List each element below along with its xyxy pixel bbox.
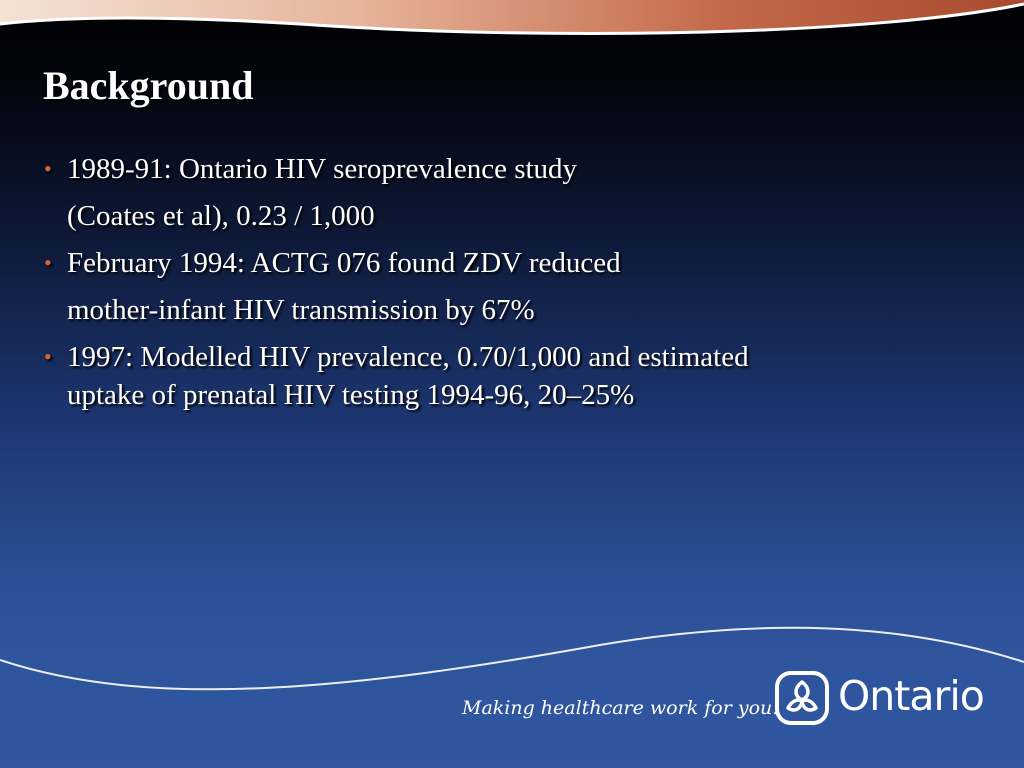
- bullet-dot-icon: •: [44, 156, 52, 181]
- bullet-item: [44, 338, 944, 414]
- top-swoosh-band: [0, 0, 1024, 60]
- bullet-dot-icon: •: [44, 250, 52, 275]
- bullet-text-line: 1989-91: Ontario HIV seroprevalence study: [67, 153, 578, 185]
- bullet-text-line: uptake of prenatal HIV testing 1994-96, 20–25%: [67, 379, 635, 411]
- ontario-wordmark: Ontario: [838, 672, 984, 720]
- trillium-logo-icon: [774, 670, 830, 726]
- bullet-text-line: 1997: Modelled HIV prevalence, 0.70/1,000 and estimated: [67, 341, 749, 373]
- bullet-text-line: mother-infant HIV transmission by 67%: [67, 294, 535, 326]
- bullet-dot-icon: •: [44, 344, 52, 369]
- bullet-item: [44, 150, 944, 235]
- bullet-item: [44, 244, 944, 329]
- slide-title: Background: [43, 63, 254, 108]
- footer-tagline: Making healthcare work for you.: [462, 697, 779, 719]
- bullet-list: [44, 150, 944, 414]
- bullet-text-line: February 1994: ACTG 076 found ZDV reduced: [67, 247, 621, 279]
- bullet-text-line: (Coates et al), 0.23 / 1,000: [67, 200, 375, 232]
